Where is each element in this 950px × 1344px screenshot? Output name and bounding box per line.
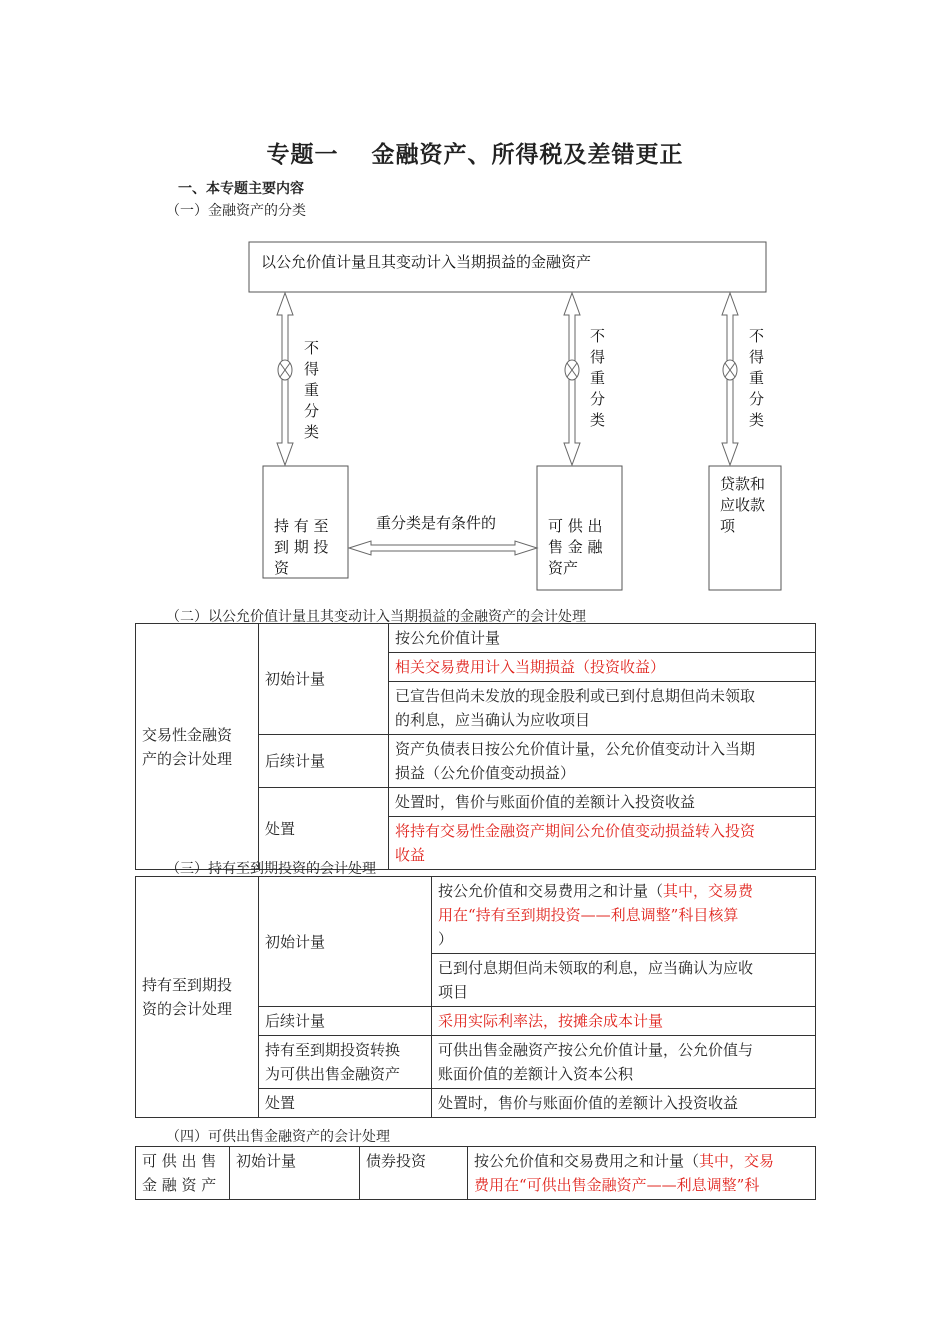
category-cell: 交易性金融资 产的会计处理: [136, 624, 259, 870]
subsequent-label: 后续计量: [259, 735, 389, 788]
transfer-label: 持有至到期投资转换 为可供出售金融资产: [259, 1036, 432, 1089]
section-heading: 一、本专题主要内容: [178, 181, 304, 197]
subsequent-label: 后续计量: [259, 1007, 432, 1036]
loans-label: 贷款和 应收款 项: [720, 475, 766, 535]
disposal-label: 处置: [259, 788, 389, 870]
initial-item: 按公允价值和交易费用之和计量（其中，交易 费用在“可供出售金融资产——利息调整”科: [468, 1147, 816, 1200]
double-arrow-1: [277, 293, 293, 465]
category-cell: 持有至到期投 资的会计处理: [136, 877, 259, 1118]
fvtpl-label: 以公允价值计量且其变动计入当期损益的金融资产: [261, 253, 592, 271]
fvtpl-table: [135, 623, 816, 870]
htm-table: [135, 876, 816, 1118]
page-title: 专题一 金融资产、所得税及差错更正: [266, 142, 684, 168]
horizontal-double-arrow: [349, 541, 537, 555]
double-arrow-2: [564, 293, 580, 465]
afs-table: [135, 1146, 816, 1200]
disposal-label: 处置: [259, 1089, 432, 1118]
category-cell: 可 供 出 售 金 融 资 产: [136, 1147, 230, 1200]
initial-label: 初始计量: [230, 1147, 360, 1200]
subsequent-item: 资产负债表日按公允价值计量，公允价值变动计入当期 损益（公允价值变动损益）: [389, 735, 816, 788]
conditional-label: 重分类是有条件的: [376, 514, 497, 532]
htm-label: 持 有 至 到 期 投 资: [274, 517, 329, 577]
double-arrow-3: [722, 293, 738, 465]
initial-item: 已到付息期但尚未领取的利息，应当确认为应收 项目: [432, 954, 816, 1007]
disposal-item-red: 将持有交易性金融资产期间公允价值变动损益转入投资 收益: [389, 817, 816, 870]
afs-label: 可 供 出 售 金 融 资产: [548, 517, 603, 577]
subsection-heading-4: （四）可供出售金融资产的会计处理: [166, 1129, 390, 1145]
initial-item-red: 相关交易费用计入当期损益（投资收益）: [389, 653, 816, 682]
subsection-heading-1: （一）金融资产的分类: [166, 203, 306, 219]
initial-item: 已宣告但尚未发放的现金股利或已到付息期但尚未领取 的利息，应当确认为应收项目: [389, 682, 816, 735]
disposal-item: 处置时，售价与账面价值的差额计入投资收益: [432, 1089, 816, 1118]
subsection-heading-3: （三）持有至到期投资的会计处理: [166, 861, 376, 877]
initial-item: 按公允价值和交易费用之和计量（其中，交易费 用在“持有至到期投资——利息调整”科目核算 ）: [432, 877, 816, 954]
disposal-item: 处置时，售价与账面价值的差额计入投资收益: [389, 788, 816, 817]
no-reclass-label-1: 不 得 重 分 类: [304, 339, 320, 441]
subsequent-item-red: 采用实际利率法，按摊余成本计量: [432, 1007, 816, 1036]
initial-label: 初始计量: [259, 877, 432, 1007]
initial-label: 初始计量: [259, 624, 389, 735]
transfer-item: 可供出售金融资产按公允价值计量，公允价值与 账面价值的差额计入资本公积: [432, 1036, 816, 1089]
initial-item: 按公允价值计量: [389, 624, 816, 653]
subsection-heading-2: （二）以公允价值计量且其变动计入当期损益的金融资产的会计处理: [166, 609, 586, 625]
no-reclass-label-3: 不 得 重 分 类: [749, 327, 765, 429]
no-reclass-label-2: 不 得 重 分 类: [590, 327, 606, 429]
bond-label: 债券投资: [360, 1147, 468, 1200]
